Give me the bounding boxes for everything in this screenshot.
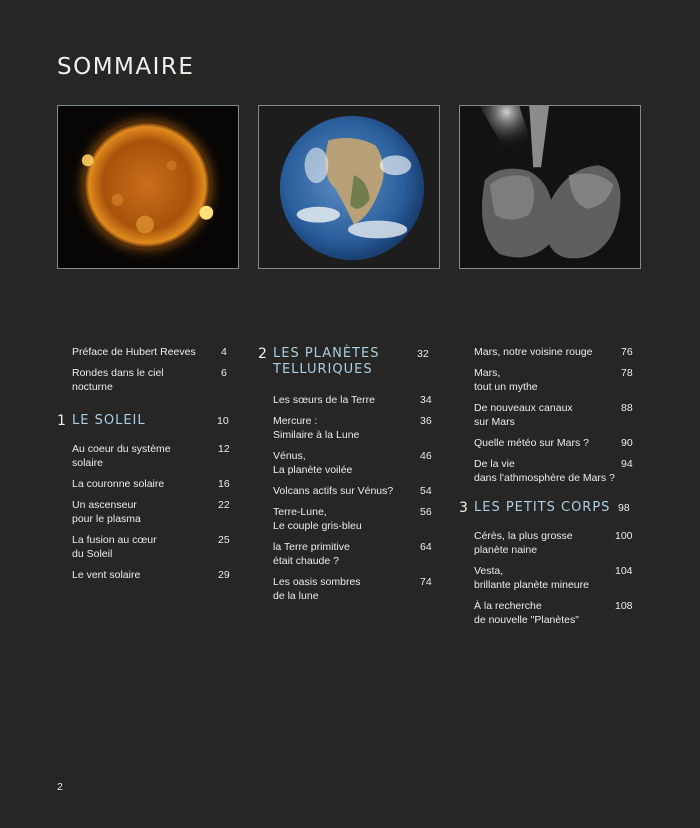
toc-entry-title: De la vie dans l'athmosphère de Mars ? [474, 458, 615, 484]
toc-entry-title: Mars, tout un mythe [474, 367, 538, 393]
toc-entry-page: 29 [218, 569, 230, 581]
toc-entry-page: 104 [615, 565, 633, 577]
toc-entry-page: 64 [420, 541, 432, 553]
toc-entry[interactable] [57, 534, 232, 569]
toc-entry-title: Au coeur du système solaire [72, 443, 171, 469]
toc-entry-page: 78 [621, 367, 633, 379]
toc-entry[interactable] [57, 367, 232, 413]
toc-entry-title: Volcans actifs sur Vénus? [273, 485, 394, 497]
chapter-number: 2 [258, 346, 267, 362]
chapter-page: 98 [618, 502, 630, 514]
toc-entry[interactable] [57, 499, 232, 534]
toc-entry[interactable] [258, 541, 436, 576]
toc-entry-page: 94 [621, 458, 633, 470]
toc-entry[interactable] [258, 576, 436, 611]
toc-entry[interactable] [57, 478, 232, 499]
toc-entry-title: Terre-Lune, Le couple gris-bleu [273, 506, 362, 532]
toc-entry[interactable] [57, 346, 232, 367]
toc-entry-page: 22 [218, 499, 230, 511]
toc-entry[interactable] [459, 530, 639, 565]
toc-entry-title: La fusion au cœur du Soleil [72, 534, 157, 560]
toc-entry[interactable] [258, 450, 436, 485]
toc-entry-page: 76 [621, 346, 633, 358]
toc-entry-title: La couronne solaire [72, 478, 165, 490]
toc-entry-page: 90 [621, 437, 633, 449]
toc-entry[interactable] [258, 506, 436, 541]
toc-entry-title: Rondes dans le ciel nocturne [72, 367, 164, 393]
toc-entry-page: 56 [420, 506, 432, 518]
toc-entry[interactable] [459, 367, 639, 402]
chapter-title: LE SOLEIL [72, 413, 146, 428]
toc-entry-page: 88 [621, 402, 633, 414]
toc-entry-page: 4 [221, 346, 227, 358]
toc-entry-page: 46 [420, 450, 432, 462]
chapter-heading[interactable] [258, 346, 436, 394]
toc-entry-page: 12 [218, 443, 230, 455]
toc-entry[interactable] [459, 346, 639, 367]
toc-entry[interactable] [459, 565, 639, 600]
toc-entry[interactable] [258, 485, 436, 506]
chapter-heading[interactable] [57, 413, 232, 443]
toc-entry-title: Vesta, brillante planète mineure [474, 565, 589, 591]
comet-image [459, 105, 641, 269]
toc-entry[interactable] [459, 402, 639, 437]
toc-entry-title: Préface de Hubert Reeves [72, 346, 196, 358]
toc-entry-title: Vénus, La planète voilée [273, 450, 353, 476]
toc-entry-title: De nouveaux canaux sur Mars [474, 402, 573, 428]
toc-entry-title: Un ascenseur pour le plasma [72, 499, 141, 525]
chapter-title: LES PETITS CORPS [474, 500, 611, 515]
toc-entry-title: Les oasis sombres de la lune [273, 576, 361, 602]
toc-entry-title: Cérès, la plus grosse planète naine [474, 530, 573, 556]
toc-entry-page: 54 [420, 485, 432, 497]
toc-entry[interactable] [57, 569, 232, 590]
toc-column-3 [459, 346, 639, 635]
chapter-number: 3 [459, 500, 468, 516]
toc-entry[interactable] [57, 443, 232, 478]
toc-entry-page: 6 [221, 367, 227, 379]
page-number: 2 [57, 781, 63, 793]
toc-entry-page: 16 [218, 478, 230, 490]
toc-entry-title: À la recherche de nouvelle "Planètes" [474, 600, 579, 626]
toc-entry[interactable] [258, 394, 436, 415]
toc-column-1 [57, 346, 232, 590]
toc-entry-page: 108 [615, 600, 633, 612]
toc-entry-title: Le vent solaire [72, 569, 141, 581]
toc-column-2 [258, 346, 436, 611]
sun-image [57, 105, 239, 269]
toc-entry-page: 36 [420, 415, 432, 427]
toc-entry-title: Mercure : Similaire à la Lune [273, 415, 360, 441]
toc-entry-page: 34 [420, 394, 432, 406]
chapter-number: 1 [57, 413, 66, 429]
toc-entry[interactable] [459, 600, 639, 635]
chapter-page: 32 [417, 348, 429, 360]
toc-entry-page: 74 [420, 576, 432, 588]
chapter-title: LES PLANÈTES TELLURIQUES [273, 346, 380, 377]
earth-image [258, 105, 440, 269]
toc-entry[interactable] [459, 458, 639, 500]
toc-entry[interactable] [459, 437, 639, 458]
toc-entry-title: Mars, notre voisine rouge [474, 346, 593, 358]
toc-entry-page: 25 [218, 534, 230, 546]
toc-entry-page: 100 [615, 530, 633, 542]
chapter-heading[interactable] [459, 500, 639, 530]
toc-entry-title: Quelle météo sur Mars ? [474, 437, 589, 449]
page-title: SOMMAIRE [57, 54, 195, 80]
toc-entry-title: Les sœurs de la Terre [273, 394, 375, 406]
toc-entry[interactable] [258, 415, 436, 450]
chapter-page: 10 [217, 415, 229, 427]
toc-entry-title: la Terre primitive était chaude ? [273, 541, 350, 567]
